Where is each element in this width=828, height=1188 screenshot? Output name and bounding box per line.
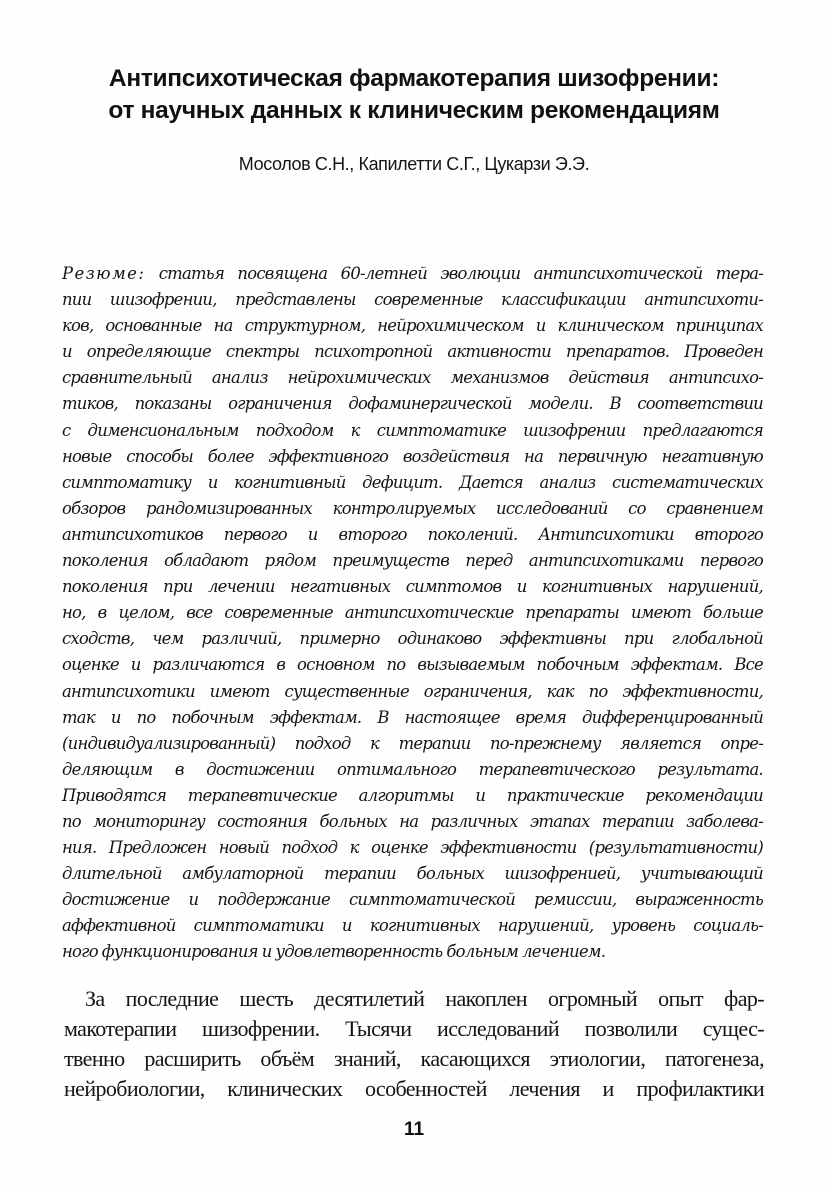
abstract-line: поколения при лечении негативных симптомов и когнитивных нарушений, — [62, 577, 763, 597]
abstract-line: с дименсиональным подходом к симптоматике шизофрении предлагаются — [62, 420, 763, 440]
abstract — [62, 261, 763, 966]
article-title — [60, 63, 768, 127]
abstract-label: Резюме: — [62, 264, 146, 283]
abstract-line: длительной амбулаторной терапии больных шизофренией, учитывающий — [62, 864, 763, 884]
abstract-line: сравнительный анализ нейрохимических механизмов действия антипсихо- — [62, 368, 763, 388]
abstract-line: так и по побочным эффектам. В настоящее время дифференцированный — [62, 707, 763, 727]
abstract-line: обзоров рандомизированных контролируемых исследований со сравнением — [62, 498, 763, 518]
body-line: макотерапии шизофрении. Тысячи исследований позволили сущес- — [64, 1016, 764, 1041]
abstract-line: достижение и поддержание симптоматической ремиссии, выраженность — [62, 890, 763, 910]
body-line: нейробиологии, клинических особенностей лечения и профилактики — [64, 1076, 764, 1101]
abstract-line: ния. Предложен новый подход к оценке эффективности (результативности) — [62, 838, 763, 858]
abstract-line: деляющим в достижении оптимального терапевтического результата. — [62, 759, 763, 779]
abstract-line: сходств, чем различий, примерно одинаково эффективны при глобальной — [62, 629, 763, 649]
abstract-line: Приводятся терапевтические алгоритмы и практические рекомендации — [62, 785, 763, 805]
abstract-line: антипсихотиков первого и второго поколений. Антипсихотики второго — [62, 524, 763, 544]
body-line: За последние шесть десятилетий накоплен огромный опыт фар- — [85, 986, 764, 1011]
abstract-line: ков, основанные на структурном, нейрохимическом и клиническом принципах — [62, 316, 763, 336]
abstract-line: аффективной симптоматики и когнитивных нарушений, уровень социаль- — [62, 916, 763, 936]
abstract-line: антипсихотики имеют существенные ограничения, как по эффективности, — [62, 681, 763, 701]
page-number: 11 — [403, 1119, 425, 1140]
abstract-line: по мониторингу состояния больных на различных этапах терапии заболева- — [62, 811, 763, 831]
body-line: твенно расширить объём знаний, касающихся этиологии, патогенеза, — [64, 1046, 764, 1071]
abstract-line: ного функционирования и удовлетворенность больным лечением. — [62, 942, 606, 962]
abstract-line: оценке и различаются в основном по вызываемым побочным эффектам. Все — [62, 655, 763, 675]
abstract-line: Резюме: статья посвящена 60-летней эволюции антипсихотической тера- — [62, 264, 763, 283]
abstract-line: но, в целом, все современные антипсихотические препараты имеют больше — [62, 603, 763, 623]
article-authors: Мосолов С.Н., Капилетти С.Г., Цукарзи Э.Э. — [238, 154, 590, 174]
abstract-line: новые способы более эффективного воздействия на первичную негативную — [62, 446, 763, 466]
abstract-line: пии шизофрении, представлены современные классификации антипсихоти- — [62, 290, 763, 310]
body-paragraph — [64, 984, 764, 1104]
abstract-line: симптоматику и когнитивный дефицит. Дается анализ систематических — [62, 472, 763, 492]
article-title-line-2: от научных данных к клиническим рекомендациям — [108, 97, 720, 124]
abstract-line: и определяющие спектры психотропной активности препаратов. Проведен — [62, 342, 763, 362]
abstract-line: тиков, показаны ограничения дофаминергической модели. В соответствии — [62, 394, 763, 414]
article-title-line-1: Антипсихотическая фармакотерапия шизофрении: — [108, 65, 720, 92]
abstract-line: (индивидуализированный) подход к терапии по-прежнему является опре- — [62, 733, 763, 753]
abstract-line: поколения обладают рядом преимуществ перед антипсихотиками первого — [62, 551, 763, 571]
